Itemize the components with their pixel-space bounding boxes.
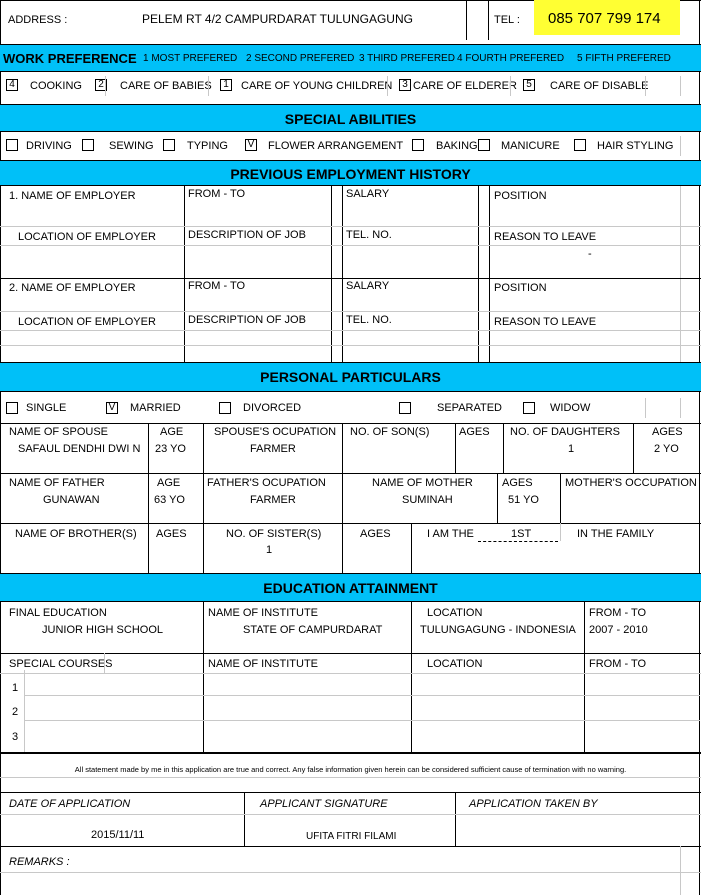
divider <box>0 245 701 246</box>
course-row-number: 3 <box>12 731 19 743</box>
divider <box>342 423 343 473</box>
spouse-name-label: NAME OF SPOUSE <box>9 426 109 438</box>
pref-cooking-label: COOKING <box>30 80 82 92</box>
location-employer-label: LOCATION OF EMPLOYER <box>18 231 156 243</box>
from-to-label: FROM - TO <box>188 188 246 200</box>
divider <box>244 792 245 846</box>
divider <box>203 423 204 473</box>
divider <box>645 398 646 418</box>
daughters-label: NO. OF DAUGHTERS <box>510 426 621 438</box>
brothers-label: NAME OF BROTHER(S) <box>15 528 137 540</box>
iam-value: 1ST <box>511 528 532 540</box>
right-border <box>699 0 700 895</box>
brothers-ages-label: AGES <box>156 528 187 540</box>
divider <box>411 523 412 573</box>
mother-label: NAME OF MOTHER <box>372 477 473 489</box>
institute-label: NAME OF INSTITUTE <box>208 607 318 619</box>
mother-ages-label: AGES <box>502 477 533 489</box>
ability-checkbox[interactable] <box>82 139 94 151</box>
divider <box>680 76 681 96</box>
ability-checkbox[interactable] <box>478 139 490 151</box>
divider <box>0 473 701 474</box>
divider <box>0 814 701 815</box>
daughters-ages: 2 YO <box>654 443 679 455</box>
sisters-value: 1 <box>266 544 273 556</box>
status-checkbox[interactable] <box>219 402 231 414</box>
divider <box>0 792 701 793</box>
position-label: POSITION <box>494 282 547 294</box>
iam-label: I AM THE <box>427 528 474 540</box>
divider <box>342 186 343 362</box>
course-row-number: 2 <box>12 706 19 718</box>
divider <box>680 398 681 418</box>
spouse-occ: FARMER <box>250 443 296 455</box>
date-value: 2015/11/11 <box>91 829 145 841</box>
divider <box>497 473 498 523</box>
legend-4: 4 FOURTH PREFERED <box>457 53 565 64</box>
status-checkbox[interactable]: V <box>106 402 118 414</box>
date-label: DATE OF APPLICATION <box>9 798 131 810</box>
ability-sewing: SEWING <box>109 140 154 152</box>
pref-rank-box[interactable]: 3 <box>399 79 411 91</box>
sons-ages-label: AGES <box>459 426 490 438</box>
from-to-label: FROM - TO <box>188 280 246 292</box>
pref-elderer-label: CARE OF ELDERER <box>413 80 517 92</box>
ability-checkbox[interactable] <box>574 139 586 151</box>
spouse-occ-label: SPOUSE'S OCUPATION <box>214 426 337 438</box>
ability-checkbox[interactable] <box>163 139 175 151</box>
divider <box>104 653 105 673</box>
divider <box>387 76 388 96</box>
divider <box>645 76 646 96</box>
reason-label: REASON TO LEAVE <box>494 316 597 328</box>
personal-title: PERSONAL PARTICULARS <box>260 369 441 385</box>
divider <box>0 872 701 873</box>
sisters-label: NO. OF SISTER(S) <box>226 528 322 540</box>
fromto-label: FROM - TO <box>589 607 647 619</box>
courses-label: SPECIAL COURSES <box>9 658 113 670</box>
father-occ: FARMER <box>250 494 296 506</box>
divider <box>411 602 412 752</box>
divider <box>560 473 561 523</box>
ability-flower: FLOWER ARRANGEMENT <box>268 140 404 152</box>
iam-underline <box>478 541 558 542</box>
pref-rank-box[interactable]: 1 <box>220 79 232 91</box>
taken-by-label: APPLICATION TAKEN BY <box>469 798 598 810</box>
employer2-label: 2. NAME OF EMPLOYER <box>9 282 136 294</box>
divider <box>208 76 209 96</box>
divider <box>0 345 701 346</box>
mother-age: 51 YO <box>508 494 539 506</box>
divider <box>0 226 701 227</box>
divider <box>560 523 561 541</box>
status-single: SINGLE <box>26 402 67 414</box>
spouse-age: 23 YO <box>155 443 186 455</box>
tel-no-label: TEL. NO. <box>346 229 392 241</box>
final-edu-label: FINAL EDUCATION <box>9 607 107 619</box>
pref-rank-box[interactable]: 5 <box>523 79 535 91</box>
pref-rank-box[interactable]: 2 <box>95 79 107 91</box>
legend-5: 5 FIFTH PREFERED <box>577 53 671 64</box>
signature-value: UFITA FITRI FILAMI <box>306 831 397 842</box>
divider <box>331 186 332 362</box>
ability-typing: TYPING <box>187 140 228 152</box>
divider <box>633 423 634 473</box>
remarks-label: REMARKS : <box>9 856 70 868</box>
divider <box>184 186 185 362</box>
left-border <box>0 0 1 895</box>
final-edu-value: JUNIOR HIGH SCHOOL <box>42 624 164 636</box>
salary-label: SALARY <box>346 280 390 292</box>
status-divorced: DIVORCED <box>243 402 302 414</box>
status-checkbox[interactable] <box>399 402 411 414</box>
address-label: ADDRESS : <box>8 14 68 26</box>
location-value: TULUNGAGUNG - INDONESIA <box>420 624 576 636</box>
ability-manicure: MANICURE <box>501 140 560 152</box>
ability-checkbox[interactable] <box>412 139 424 151</box>
divider <box>0 752 701 754</box>
divider <box>203 602 204 752</box>
ability-checkbox[interactable] <box>6 139 18 151</box>
pref-children-label: CARE OF YOUNG CHILDREN <box>241 80 393 92</box>
father-occ-label: FATHER'S OCUPATION <box>207 477 326 489</box>
course-row-number: 1 <box>12 682 19 694</box>
courses-institute-label: NAME OF INSTITUTE <box>208 658 318 670</box>
institute-value: STATE OF CAMPURDARAT <box>243 624 383 636</box>
position-label: POSITION <box>494 190 547 202</box>
location-label: LOCATION <box>427 607 483 619</box>
pref-babies-label: CARE OF BABIES <box>120 80 212 92</box>
divider <box>24 720 700 721</box>
address-value: PELEM RT 4/2 CAMPURDARAT TULUNGAGUNG <box>142 12 413 26</box>
tel-label: TEL : <box>494 14 520 26</box>
legend-2: 2 SECOND PREFERED <box>246 53 355 64</box>
divider <box>0 311 701 312</box>
employment-title: PREVIOUS EMPLOYMENT HISTORY <box>230 166 471 182</box>
divider <box>148 423 149 473</box>
mother-name: SUMINAH <box>402 494 453 506</box>
signature-label: APPLICANT SIGNATURE <box>260 798 388 810</box>
status-separated: SEPARATED <box>437 402 502 414</box>
divider <box>478 186 479 362</box>
divider <box>455 423 456 473</box>
status-checkbox[interactable] <box>6 402 18 414</box>
legend-1: 1 MOST PREFERED <box>143 53 238 64</box>
divider <box>680 136 681 156</box>
divider <box>584 602 585 752</box>
divider <box>0 523 701 524</box>
employer1-label: 1. NAME OF EMPLOYER <box>9 190 136 202</box>
daughters-value: 1 <box>568 443 575 455</box>
sons-label: NO. OF SON(S) <box>350 426 430 438</box>
work-preference-title: WORK PREFERENCE <box>3 51 137 66</box>
father-age: 63 YO <box>154 494 185 506</box>
divider <box>0 673 701 674</box>
divider <box>488 0 489 40</box>
divider <box>0 777 701 778</box>
divider <box>0 423 701 424</box>
divider <box>455 792 456 846</box>
divider <box>680 186 681 362</box>
divider <box>342 523 343 573</box>
status-married: MARRIED <box>130 402 181 414</box>
ability-baking: BAKING <box>436 140 478 152</box>
status-checkbox[interactable] <box>523 402 535 414</box>
father-name: GUNAWAN <box>43 494 100 506</box>
father-label: NAME OF FATHER <box>9 477 105 489</box>
education-title: EDUCATION ATTAINMENT <box>263 580 438 596</box>
tel-no-label: TEL. NO. <box>346 314 392 326</box>
salary-label: SALARY <box>346 188 390 200</box>
description-label: DESCRIPTION OF JOB <box>188 229 306 241</box>
tel-value: 085 707 799 174 <box>548 10 661 27</box>
father-age-label: AGE <box>157 477 181 489</box>
divider <box>24 670 25 752</box>
age-label: AGE <box>160 426 184 438</box>
divider <box>680 846 681 895</box>
description-label: DESCRIPTION OF JOB <box>188 314 306 326</box>
courses-location-label: LOCATION <box>427 658 483 670</box>
pref-disable-label: CARE OF DISABLE <box>550 80 649 92</box>
ability-checkbox[interactable]: V <box>245 139 257 151</box>
fromto-value: 2007 - 2010 <box>589 624 648 636</box>
status-widow: WIDOW <box>550 402 591 414</box>
divider <box>24 695 700 696</box>
reason-label: REASON TO LEAVE <box>494 231 597 243</box>
statement-text: All statement made by me in this application are true and correct. Any false information given herein can be considered sufficient cause of termination with no warning. <box>74 765 627 774</box>
divider <box>0 330 701 331</box>
divider <box>0 278 701 279</box>
ability-hair: HAIR STYLING <box>597 140 674 152</box>
location-employer-label: LOCATION OF EMPLOYER <box>18 316 156 328</box>
ability-driving: DRIVING <box>26 140 72 152</box>
divider <box>203 523 204 573</box>
divider <box>0 846 701 847</box>
daughters-ages-label: AGES <box>652 426 683 438</box>
reason-value: - <box>588 248 592 260</box>
family-label: IN THE FAMILY <box>577 528 655 540</box>
divider <box>203 473 204 523</box>
divider <box>105 76 106 96</box>
divider <box>466 0 467 40</box>
divider <box>510 76 511 96</box>
divider <box>489 186 490 362</box>
special-abilities-title: SPECIAL ABILITIES <box>284 111 417 127</box>
divider <box>148 473 149 523</box>
divider <box>342 473 343 523</box>
courses-fromto-label: FROM - TO <box>589 658 647 670</box>
sisters-ages-label: AGES <box>360 528 391 540</box>
divider <box>0 653 701 654</box>
legend-3: 3 THIRD PREFERED <box>359 53 455 64</box>
divider <box>503 423 504 473</box>
mother-occ-label: MOTHER'S OCCUPATION <box>565 477 697 489</box>
pref-rank-box[interactable]: 4 <box>6 79 18 91</box>
divider <box>148 523 149 573</box>
spouse-name: SAFAUL DENDHI DWI N <box>18 443 141 455</box>
